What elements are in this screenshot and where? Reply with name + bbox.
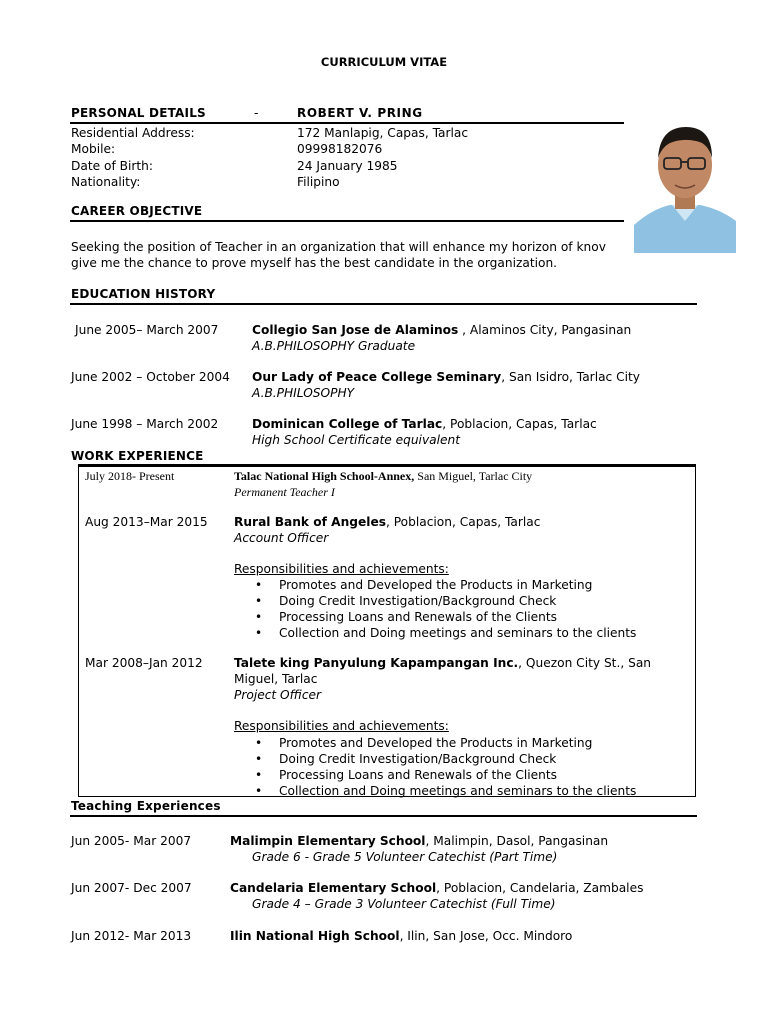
job2-role: Account Officer [234,531,329,545]
personal-details-heading: PERSONAL DETAILS [71,106,206,120]
job3-role: Project Officer [234,688,322,702]
list-item: • Promotes and Developed the Products in Marketing [234,735,636,751]
work-experience-heading: WORK EXPERIENCE [71,449,204,463]
job2-place: , Poblacion, Capas, Tarlac [385,515,541,529]
job1-role: Permanent Teacher I [234,485,335,499]
job3-bullet-list [234,735,636,799]
job3-place-line2: Miguel, Tarlac [234,672,318,686]
mobile-label: Mobile: [71,142,116,157]
list-item: • Promotes and Developed the Products in Marketing [234,577,636,593]
job1-date: July 2018- Present [85,469,175,483]
objective-rule [70,220,624,222]
portrait-icon [634,113,736,253]
teach-entry-1 [230,834,608,848]
job2-entry [234,515,540,529]
teach-date-3: Jun 2012- Mar 2013 [71,929,192,943]
nationality-label: Nationality: [71,174,141,189]
job3-place: , Quezon City St., San [518,656,652,670]
job1-place: San Miguel, Tarlac City [414,469,533,483]
teach-school-3: Ilin National High School [230,929,400,943]
mobile-value: 09998182076 [297,142,383,157]
address-label: Residential Address: [71,126,195,140]
objective-line-2: give me the chance to prove myself has the best candidate in the organization. [71,256,558,270]
edu-detail-3: High School Certificate equivalent [252,433,461,447]
edu-place-1: , Alaminos City, Pangasinan [458,323,632,337]
candidate-name: ROBERT V. PRING [297,106,423,120]
edu-entry-1 [252,323,631,337]
work-table-top-rule [79,465,695,467]
teaching-rule [70,815,697,817]
teach-place-3: , Ilin, San Jose, Occ. Mindoro [399,929,573,943]
job2-date: Aug 2013–Mar 2015 [85,515,208,529]
edu-school-1: Collegio San Jose de Alaminos [252,323,459,337]
job3-responsibilities-label: Responsibilities and achievements: [234,719,449,733]
teach-school-1: Malimpin Elementary School [230,834,426,848]
job2-bullet-list [234,577,636,641]
edu-detail-1: A.B.PHILOSOPHY Graduate [252,339,416,353]
job3-date: Mar 2008–Jan 2012 [85,656,203,670]
teach-detail-1: Grade 6 - Grade 5 Volunteer Catechist (Part Time) [252,850,558,864]
job3-entry [234,656,651,670]
teach-entry-2 [230,881,643,895]
teach-place-1: , Malimpin, Dasol, Pangasinan [425,834,609,848]
job2-responsibilities-label: Responsibilities and achievements: [234,562,449,576]
list-item: • Processing Loans and Renewals of the Clients [234,767,636,783]
dob-label: Date of Birth: [71,158,153,173]
edu-school-3: Dominican College of Tarlac [252,417,443,431]
teach-detail-2: Grade 4 – Grade 3 Volunteer Catechist (Full Time) [252,897,556,911]
education-heading: EDUCATION HISTORY [71,287,216,301]
objective-line-1: Seeking the position of Teacher in an organization that will enhance my horizon of knov [71,240,606,254]
edu-entry-2 [252,370,640,384]
document-title: CURRICULUM VITAE [320,55,448,69]
edu-place-3: , Poblacion, Capas, Tarlac [442,417,597,431]
list-item: • Collection and Doing meetings and seminars to the clients [234,625,636,641]
list-item: • Collection and Doing meetings and seminars to the clients [234,783,636,799]
heading-dash: - [254,106,259,120]
edu-date-1: June 2005– March 2007 [75,323,219,337]
dob-value: 24 January 1985 [297,158,398,173]
list-item: • Doing Credit Investigation/Background Check [234,751,636,767]
edu-detail-2: A.B.PHILOSOPHY [252,386,355,400]
list-item: • Processing Loans and Renewals of the Clients [234,609,636,625]
personal-labels [71,125,195,190]
edu-school-2: Our Lady of Peace College Seminary [252,370,502,384]
personal-values [297,125,468,190]
nationality-value: Filipino [297,174,340,189]
job3-org: Talete king Panyulung Kapampangan Inc. [234,656,519,670]
personal-rule [70,122,624,124]
teach-place-2: , Poblacion, Candelaria, Zambales [436,881,644,895]
job2-org: Rural Bank of Angeles [234,515,386,529]
teaching-heading: Teaching Experiences [71,799,221,813]
edu-date-3: June 1998 – March 2002 [71,417,219,431]
list-item: • Doing Credit Investigation/Background Check [234,593,636,609]
edu-date-2: June 2002 – October 2004 [71,370,230,384]
profile-photo [634,113,736,253]
job1-org: Talac National High School-Annex, [234,469,415,483]
job1-entry [234,469,532,484]
teach-entry-3 [230,929,572,943]
address-value: 172 Manlapig, Capas, Tarlac [297,126,469,140]
teach-school-2: Candelaria Elementary School [230,881,437,895]
teach-date-2: Jun 2007- Dec 2007 [71,881,192,895]
education-rule [70,303,697,305]
career-objective-heading: CAREER OBJECTIVE [71,204,203,218]
teach-date-1: Jun 2005- Mar 2007 [71,834,192,848]
edu-place-2: , San Isidro, Tarlac City [501,370,641,384]
edu-entry-3 [252,417,597,431]
